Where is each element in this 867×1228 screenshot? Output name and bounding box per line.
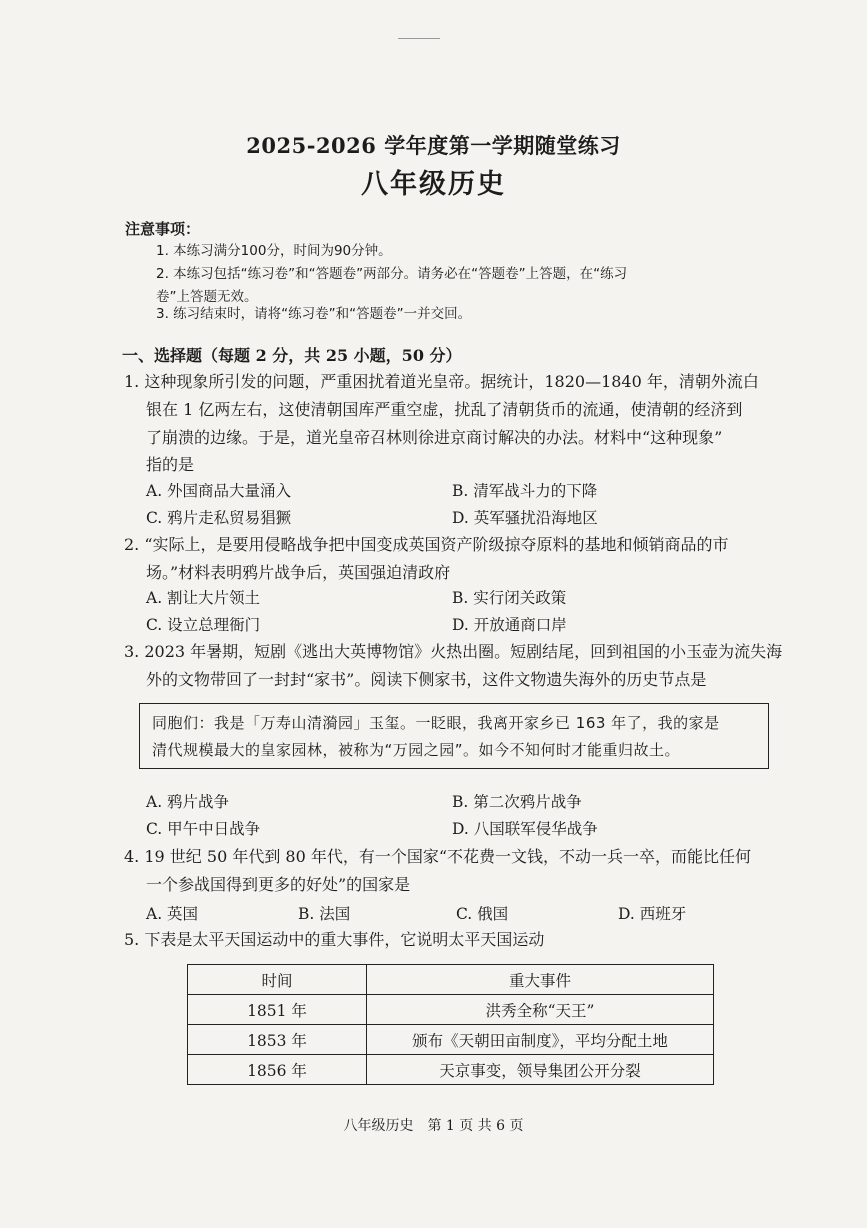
q1-option-d[interactable]: D. 英军骚扰沿海地区 bbox=[452, 509, 598, 527]
q3-option-a[interactable]: A. 鸦片战争 bbox=[146, 793, 230, 811]
exam-title: 2025-2026 学年度第一学期随堂练习 bbox=[246, 133, 621, 158]
question-2-line: 2. “实际上，是要用侵略战争把中国变成英国资产阶级掠夺原料的基地和倾销商品的市 bbox=[124, 535, 729, 554]
notice-item: 2. 本练习包括“练习卷”和“答题卷”两部分。请务必在“答题卷”上答题，在“练习 bbox=[156, 266, 628, 282]
top-mark bbox=[398, 38, 440, 39]
q3-option-b[interactable]: B. 第二次鸦片战争 bbox=[452, 793, 582, 811]
q2-option-b[interactable]: B. 实行闭关政策 bbox=[452, 589, 567, 607]
table-cell: 天京事变，领导集团公开分裂 bbox=[367, 1055, 714, 1085]
table-row bbox=[188, 995, 714, 1025]
question-3-line: 外的文物带回了一封封“家书”。阅读下侧家书，这件文物遗失海外的历史节点是 bbox=[146, 670, 707, 689]
notice-item: 卷”上答题无效。 bbox=[156, 289, 258, 305]
q2-option-c[interactable]: C. 设立总理衙门 bbox=[146, 616, 261, 634]
notice-item: 1. 本练习满分100分，时间为90分钟。 bbox=[156, 243, 392, 259]
q3-option-c[interactable]: C. 甲午中日战争 bbox=[146, 820, 261, 838]
q2-option-d[interactable]: D. 开放通商口岸 bbox=[452, 616, 567, 634]
table-cell: 颁布《天朝田亩制度》，平均分配土地 bbox=[367, 1025, 714, 1055]
table-cell: 洪秀全称“天王” bbox=[367, 995, 714, 1025]
question-5-line: 5. 下表是太平天国运动中的重大事件，它说明太平天国运动 bbox=[124, 930, 545, 949]
table-row bbox=[188, 1025, 714, 1055]
notice-heading: 注意事项： bbox=[125, 220, 201, 238]
section-title: 一、选择题（每题 2 分，共 25 小题，50 分） bbox=[122, 346, 462, 365]
table-cell: 1851 年 bbox=[188, 995, 367, 1025]
question-1-line: 银在 1 亿两左右，这使清朝国库严重空虚，扰乱了清朝货币的流通，使清朝的经济到 bbox=[146, 400, 743, 419]
q1-option-b[interactable]: B. 清军战斗力的下降 bbox=[452, 482, 598, 500]
q4-option-c[interactable]: C. 俄国 bbox=[456, 905, 509, 923]
q1-option-c[interactable]: C. 鸦片走私贸易猖獗 bbox=[146, 509, 292, 527]
events-table bbox=[187, 964, 714, 1085]
question-1-line: 1. 这种现象所引发的问题，严重困扰着道光皇帝。据统计，1820—1840 年，清朝外流白 bbox=[124, 372, 759, 391]
question-1-line: 了崩溃的边缘。于是，道光皇帝召林则徐进京商讨解决的办法。材料中“这种现象” bbox=[146, 428, 723, 447]
table-row bbox=[188, 1055, 714, 1085]
q1-option-a[interactable]: A. 外国商品大量涌入 bbox=[146, 482, 292, 500]
letter-box bbox=[139, 703, 769, 769]
exam-subtitle: 八年级历史 bbox=[361, 169, 506, 200]
q4-option-a[interactable]: A. 英国 bbox=[146, 905, 199, 923]
q4-option-d[interactable]: D. 西班牙 bbox=[618, 905, 687, 923]
question-2-line: 场。”材料表明鸦片战争后，英国强迫清政府 bbox=[146, 563, 451, 582]
table-cell: 1856 年 bbox=[188, 1055, 367, 1085]
q3-option-d[interactable]: D. 八国联军侵华战争 bbox=[452, 820, 598, 838]
q2-option-a[interactable]: A. 割让大片领土 bbox=[146, 589, 261, 607]
letter-line: 同胞们：我是「万寿山清漪园」玉玺。一眨眼，我离开家乡已 163 年了，我的家是 bbox=[152, 714, 720, 732]
letter-line: 清代规模最大的皇家园林，被称为“万园之园”。如今不知何时才能重归故土。 bbox=[152, 741, 681, 759]
page-footer: 八年级历史 第 1 页 共 6 页 bbox=[343, 1118, 524, 1134]
notice-item: 3. 练习结束时，请将“练习卷”和“答题卷”一并交回。 bbox=[156, 306, 472, 322]
table-cell: 1853 年 bbox=[188, 1025, 367, 1055]
q4-option-b[interactable]: B. 法国 bbox=[298, 905, 351, 923]
question-1-line: 指的是 bbox=[146, 455, 195, 474]
table-header-row bbox=[188, 965, 714, 995]
table-header: 重大事件 bbox=[367, 965, 714, 995]
question-3-line: 3. 2023 年暑期，短剧《逃出大英博物馆》火热出圈。短剧结尾，回到祖国的小玉壶为流失海 bbox=[124, 642, 783, 661]
table-header: 时间 bbox=[188, 965, 367, 995]
question-4-line: 一个参战国得到更多的好处”的国家是 bbox=[146, 875, 411, 894]
question-4-line: 4. 19 世纪 50 年代到 80 年代，有一个国家“不花费一文钱，不动一兵一卒，而能比任何 bbox=[124, 847, 752, 866]
